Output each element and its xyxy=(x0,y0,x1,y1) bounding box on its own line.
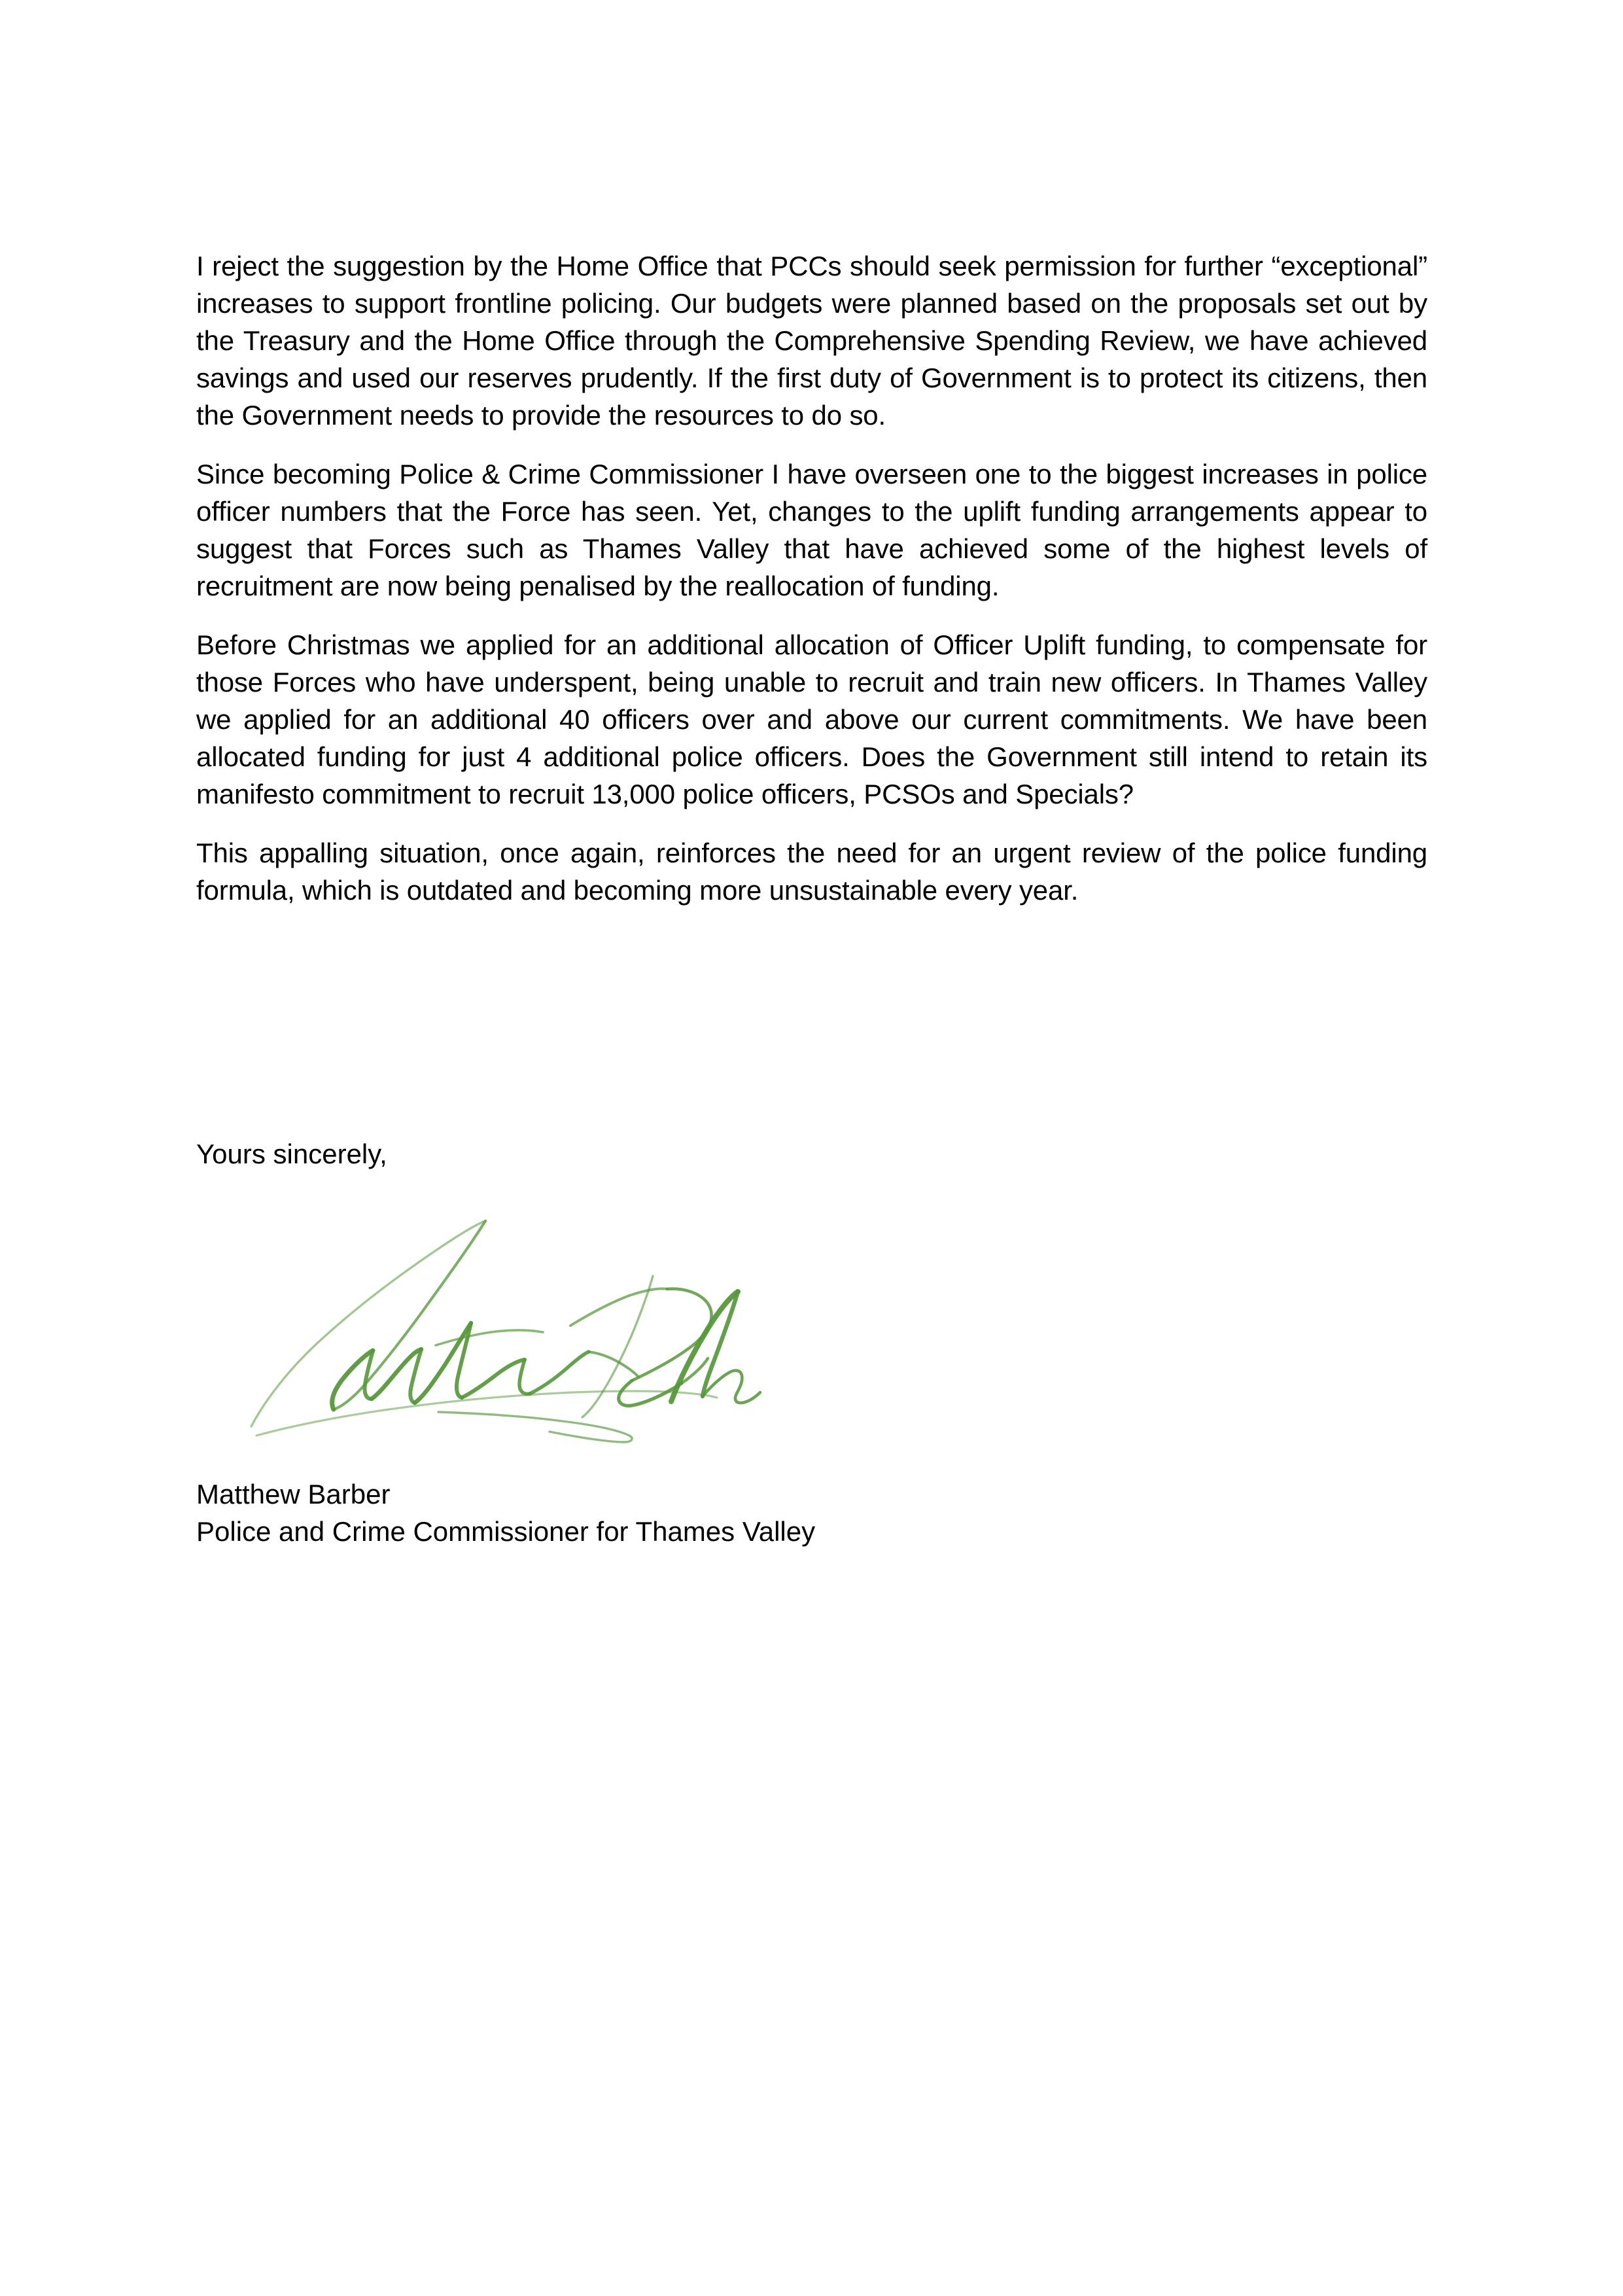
signatory-title: Police and Crime Commissioner for Thames Valley xyxy=(196,1516,816,1547)
body-paragraph-4: This appalling situation, once again, reinforces the need for an urgent review of the police funding formula, which is outdated and becoming more unsustainable every year. xyxy=(196,838,1427,906)
letter-signoff xyxy=(196,1475,1427,1550)
signature-image xyxy=(242,1205,778,1447)
body-paragraph-2: Since becoming Police & Crime Commissioner I have overseen one to the biggest increases in police officer numbers that the Force has seen. Yet, changes to the uplift funding arrangements appear to suggest that Forces such as Thames Valley that have achieved some of the highest levels of recruitment are now being penalised by the reallocation of funding. xyxy=(196,459,1427,601)
letter-body xyxy=(196,247,1427,909)
letter-closing xyxy=(196,1135,1427,1173)
valediction: Yours sincerely, xyxy=(196,1139,387,1169)
signatory-name: Matthew Barber xyxy=(196,1479,391,1510)
body-paragraph-1: I reject the suggestion by the Home Office that PCCs should seek permission for further “exceptional” increases to support frontline policing. Our budgets were planned based on the proposals set out by the Treasury and the Home Office through the Comprehensive Spending Review, we have achieved savings and used our reserves prudently. If the first duty of Government is to protect its citizens, then the Government needs to provide the resources to do so. xyxy=(196,251,1427,431)
body-paragraph-3: Before Christmas we applied for an additional allocation of Officer Uplift funding, to compensate for those Forces who have underspent, being unable to recruit and train new officers. In Thames Valley we applied for an additional 40 officers over and above our current commitments. We have been allocated funding for just 4 additional police officers. Does the Government still intend to retain its manifesto commitment to recruit 13,000 police officers, PCSOs and Specials? xyxy=(196,629,1427,809)
